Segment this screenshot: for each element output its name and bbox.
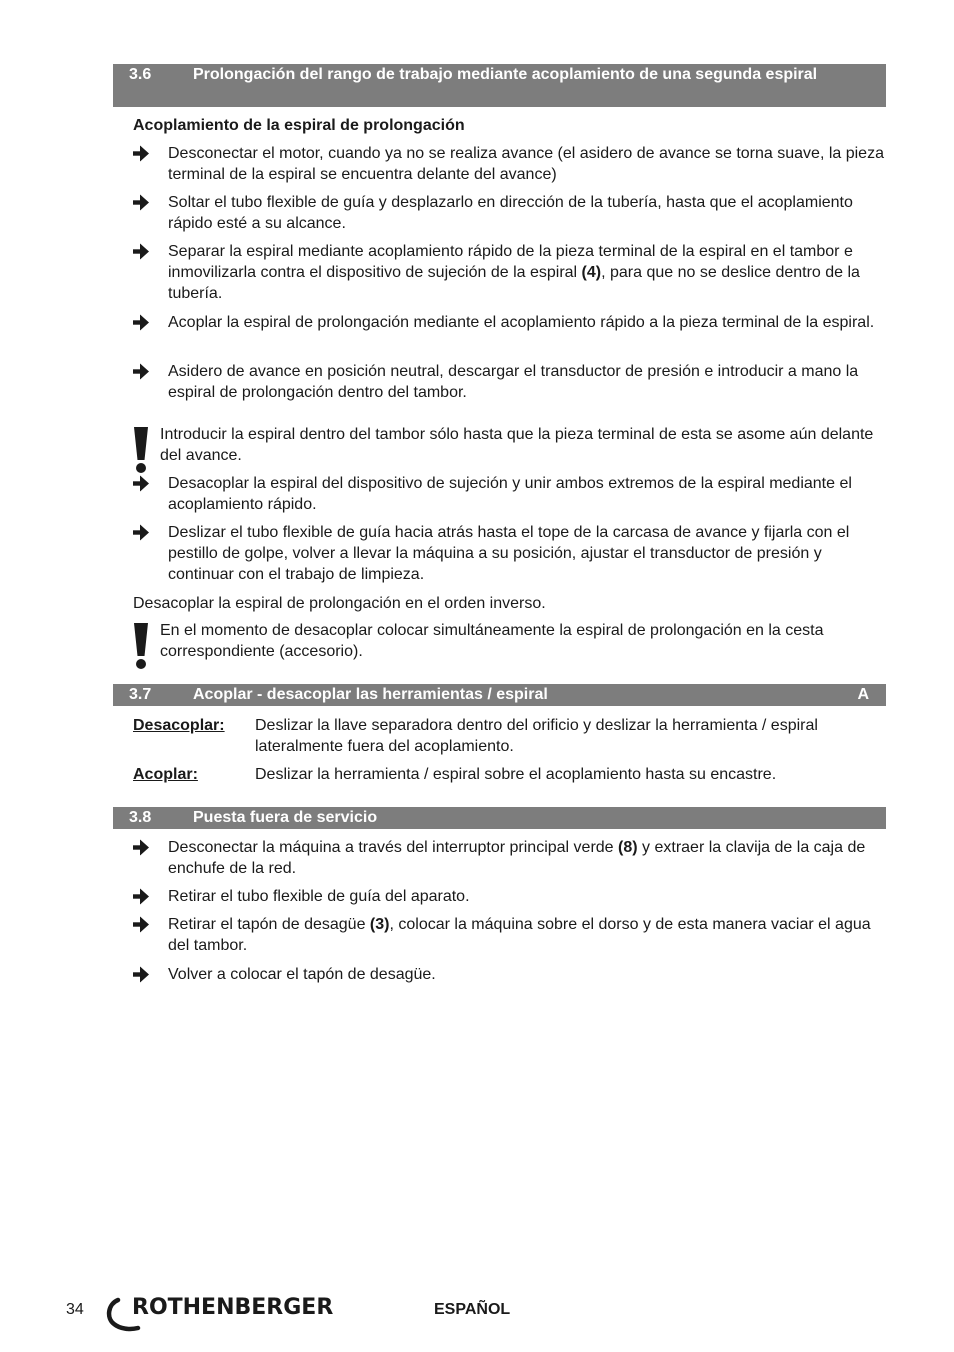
paragraph: Desacoplar la espiral de prolongación en el orden inverso. xyxy=(133,595,546,612)
brand-name: ROTHENBERGER xyxy=(132,1295,334,1320)
section-title: Acoplar - desacoplar las herramientas / espiral xyxy=(193,686,548,703)
list-item xyxy=(133,312,888,333)
section-title: Puesta fuera de servicio xyxy=(193,809,378,826)
warning-text: Introducir la espiral dentro del tambor sólo hasta que la pieza terminal de esta se asome aún delante del avance. xyxy=(160,426,874,464)
definition-decouple: Deslizar la llave separadora dentro del orificio y deslizar la herramienta / espiral lateralmente fuera del acoplamiento. xyxy=(255,717,818,755)
arrow-right-icon xyxy=(133,312,151,333)
arrow-right-icon xyxy=(133,241,151,262)
list-item-text xyxy=(168,914,888,956)
subheading-coupling: Acoplamiento de la espiral de prolongación xyxy=(133,117,465,134)
list-item xyxy=(133,241,888,304)
text-part: , para que no se deslice dentro de la tubería. xyxy=(168,264,860,302)
term-decouple: Desacoplar: xyxy=(133,717,225,734)
exclamation-icon xyxy=(128,426,154,474)
arrow-right-icon xyxy=(133,837,151,858)
reference-number: (4) xyxy=(581,264,602,281)
reference-number: (3) xyxy=(369,916,390,933)
list-item-text: Deslizar el tubo flexible de guía hacia atrás hasta el tope de la carcasa de avance y fijarla con el pestillo de golpe, volver a llevar la máquina a su posición, ajustar el transductor de presión y continuar con el trabajo de limpieza. xyxy=(168,524,850,583)
list-item-text xyxy=(168,241,888,304)
list-item xyxy=(133,522,888,585)
arrow-right-icon xyxy=(133,522,151,543)
list-item-text: Retirar el tubo flexible de guía del aparato. xyxy=(168,888,470,905)
list-item-text: Desacoplar la espiral del dispositivo de sujeción y unir ambos extremos de la espiral mediante el acoplamiento rápido. xyxy=(168,475,852,513)
arrow-right-icon xyxy=(133,143,151,164)
arrow-right-icon xyxy=(133,914,151,935)
warning-note xyxy=(128,620,888,662)
list-item-text: Acoplar la espiral de prolongación mediante el acoplamiento rápido a la pieza terminal de la espiral. xyxy=(168,314,875,331)
text-part: Retirar el tapón de desagüe xyxy=(168,916,370,933)
list-item-text xyxy=(168,837,888,879)
section-title: Prolongación del rango de trabajo mediante acoplamiento de una segunda espiral xyxy=(193,66,818,83)
reference-number: (8) xyxy=(618,839,638,856)
section-header-3-8 xyxy=(113,807,886,829)
arrow-right-icon xyxy=(133,473,151,494)
list-item-text: Asidero de avance en posición neutral, descargar el transductor de presión e introducir a mano la espiral de prolongación dentro del tambor. xyxy=(168,363,859,401)
text-part: Desconectar la máquina a través del interruptor principal verde xyxy=(168,839,619,856)
section-number: 3.7 xyxy=(129,686,152,703)
arrow-right-icon xyxy=(133,886,151,907)
warning-note xyxy=(128,424,888,466)
section-header-3-7 xyxy=(113,684,886,706)
list-item xyxy=(133,192,888,234)
list-item xyxy=(133,837,888,879)
rothenberger-logo xyxy=(104,1290,349,1334)
arrow-right-icon xyxy=(133,192,151,213)
section-number: 3.6 xyxy=(129,66,152,83)
list-item xyxy=(133,886,888,907)
list-item-text: Soltar el tubo flexible de guía y desplazarlo en dirección de la tubería, hasta que el acoplamiento rápido esté a su alcance. xyxy=(168,194,853,232)
list-item-text: Volver a colocar el tapón de desagüe. xyxy=(168,966,436,983)
text-part: , colocar la máquina sobre el dorso y de esta manera vaciar el agua del tambor. xyxy=(168,916,871,954)
list-item xyxy=(133,473,888,515)
definition-couple: Deslizar la herramienta / espiral sobre el acoplamiento hasta su encastre. xyxy=(255,766,777,783)
exclamation-icon xyxy=(128,622,154,670)
list-item xyxy=(133,964,888,985)
page-number: 34 xyxy=(66,1301,84,1318)
warning-text: En el momento de desacoplar colocar simultáneamente la espiral de prolongación en la cesta correspondiente (accesorio). xyxy=(160,622,824,660)
text-part: Separar la espiral mediante acoplamiento rápido de la pieza terminal de la espiral en el tambor e inmovilizarla contra el dispositivo de sujeción de la espiral xyxy=(168,243,853,281)
section-flag: A xyxy=(857,686,869,703)
term-couple: Acoplar: xyxy=(133,766,198,783)
language-label: ESPAÑOL xyxy=(434,1301,511,1318)
list-item xyxy=(133,914,888,956)
arrow-right-icon xyxy=(133,361,151,382)
list-item-text: Desconectar el motor, cuando ya no se realiza avance (el asidero de avance se torna suave, la pieza terminal de la espiral se encuentra delante del avance) xyxy=(168,145,884,183)
list-item xyxy=(133,143,888,185)
section-header-3-6 xyxy=(113,64,886,107)
text-part: y extraer la clavija de la caja de enchufe de la red. xyxy=(168,839,866,877)
arrow-right-icon xyxy=(133,964,151,985)
section-number: 3.8 xyxy=(129,809,152,826)
list-item xyxy=(133,361,888,403)
